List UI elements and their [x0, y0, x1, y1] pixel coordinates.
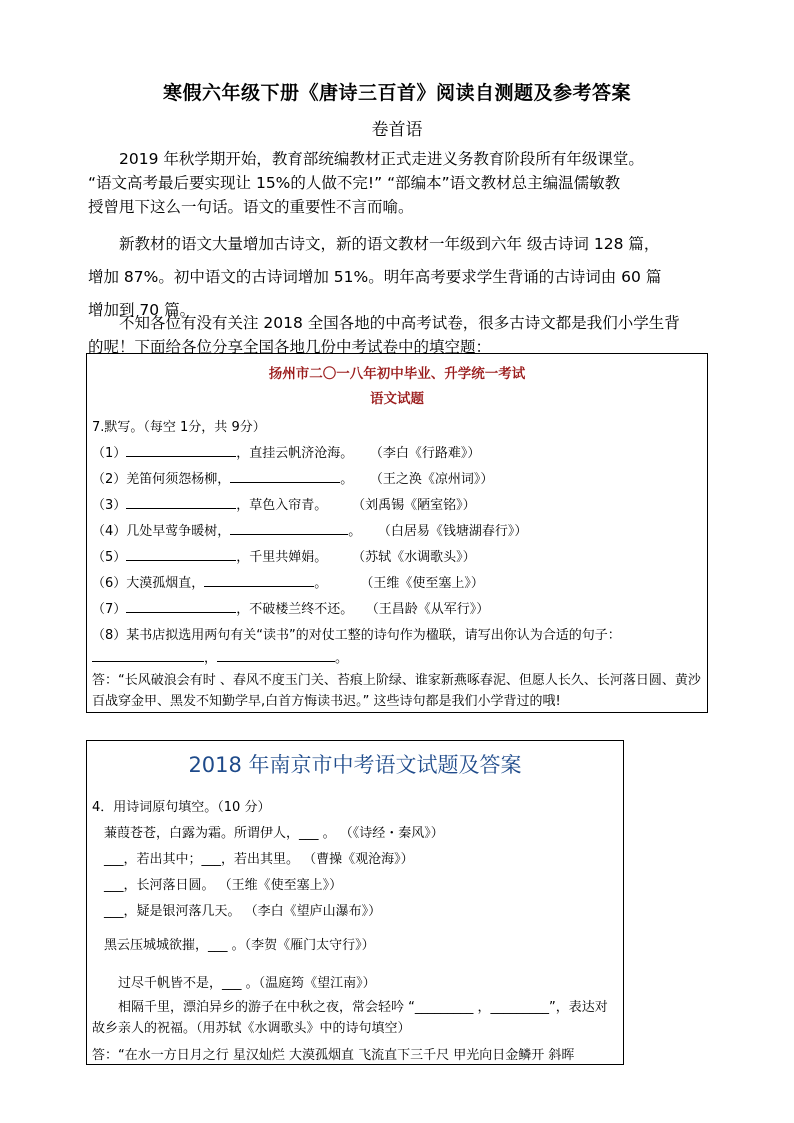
intro-line: 的呢！下面给各位分享全国各地几份中考试卷中的填空题： [88, 338, 492, 356]
intro-line: 增加到 70 篇。 [88, 301, 196, 319]
fill-line-7: 相隔千里，漂泊异乡的游子在中秋之夜，常会轻吟 “_________ ，_________”，表达对故乡亲人的祝福。（用苏轼《水调歌头》中的诗句填空） [92, 1000, 608, 1036]
document-subtitle: 卷首语 [371, 120, 423, 140]
item-number: （3） [92, 498, 127, 513]
fill-line-5: 黑云压城城欲摧，___ 。（李贺《雁门太守行》） [104, 938, 375, 953]
intro-paragraph-3 [88, 311, 708, 359]
separator: ， [204, 651, 218, 666]
item-source: （白居易《钱塘湖春行》） [377, 524, 528, 539]
answer-blank [217, 649, 335, 662]
item-number: （1） [92, 446, 127, 461]
answer-blank [126, 548, 236, 561]
nanjing-answer: 答：“在水一方日月之行 星汉灿烂 大漠孤烟直 飞流直下三千尺 甲光向日金鳞开 斜晖 [92, 1048, 575, 1063]
yangzhou-exam-heading: 扬州市二〇一八年初中毕业、升学统一考试 [268, 366, 526, 382]
yangzhou-answer: 答：“长风破浪会有时 、春风不度玉门关、苔痕上阶绿、谁家新燕啄春泥、但愿人长久、长河落日圆、黄沙百战穿金甲、黑发不知勤学早,白首方悔读书迟。” 这些诗句都是我们小学背过的哦! [92, 673, 701, 709]
item-text-after: ，不破楼兰终不还。 [236, 602, 354, 617]
intro-line: “语文高考最后要实现让 15%的人做不完!” “部编本”语文教材总主编温儒敏教 [88, 174, 621, 192]
question-4: 4．用诗词原句填空。（10 分） [92, 800, 271, 815]
intro-paragraph-1 [88, 147, 708, 219]
answer-blank [126, 444, 236, 457]
item-number: （5） [92, 550, 127, 565]
item-text-after: 。 [348, 524, 362, 539]
fill-item-7 [92, 598, 489, 617]
item-text-after: ，直挂云帆济沧海。 [236, 446, 354, 461]
intro-line: 授曾甩下这么一句话。语文的重要性不言而喻。 [88, 198, 414, 216]
item-source: （刘禹锡《陋室铭》） [352, 498, 476, 513]
intro-line: 新教材的语文大量增加古诗文，新的语文教材一年级到六年 级古诗词 128 篇， [119, 235, 660, 253]
fill-item-4 [92, 520, 527, 539]
item-source: （王维《使至塞上》） [360, 576, 484, 591]
intro-line: 增加 87%。初中语文的古诗词增加 51%。明年高考要求学生背诵的古诗词由 60 篇 [88, 268, 662, 286]
item-text-before: 几处早莺争暖树， [126, 524, 231, 539]
item-source: （李白《行路难》） [369, 446, 481, 461]
item-text-after: 。 [314, 576, 328, 591]
item-number: （7） [92, 602, 127, 617]
yangzhou-exam-box [86, 353, 708, 713]
yangzhou-exam-subheading: 语文试题 [370, 391, 424, 407]
fill-item-6 [92, 572, 484, 591]
intro-line: 2019 年秋学期开始，教育部统编教材正式走进义务教育阶段所有年级课堂。 [119, 150, 644, 168]
item-number: （4） [92, 524, 127, 539]
answer-blank [126, 496, 236, 509]
answer-blank [230, 470, 340, 483]
item-number: （6） [92, 576, 127, 591]
item-text-before: 羌笛何须怨杨柳， [126, 472, 231, 487]
fill-line-4: ___，疑是银河落几天。 （李白《望庐山瀑布》） [104, 904, 382, 919]
fill-item-8-blanks [92, 647, 348, 666]
period: 。 [335, 651, 349, 666]
item-source: （王之涣《凉州词》） [369, 472, 494, 487]
fill-item-2 [92, 468, 493, 487]
nanjing-exam-box [86, 740, 624, 1065]
fill-item-8: （8）某书店拟选用两句有关“读书”的对仗工整的诗句作为楹联，请写出你认为合适的句子： [92, 628, 621, 643]
item-text-after: 。 [340, 472, 354, 487]
document-title: 寒假六年级下册《唐诗三百首》阅读自测题及参考答案 [162, 82, 631, 104]
fill-line-3: ___，长河落日圆。 （王维《使至塞上》） [104, 878, 343, 893]
fill-item-1 [92, 442, 480, 461]
fill-item-5 [92, 546, 476, 565]
item-text-after: ，千里共婵娟。 [236, 550, 328, 565]
answer-blank [230, 522, 348, 535]
question-7: 7.默写。（每空 1分，共 9分） [92, 420, 266, 435]
item-source: （王昌龄《从军行》） [365, 602, 490, 617]
answer-blank [92, 649, 204, 662]
intro-line: 不知各位有没有关注 2018 全国各地的中高考试卷，很多古诗文都是我们小学生背 [119, 314, 680, 332]
fill-line-2: ___，若出其中；___，若出其里。 （曹操《观沧海》） [104, 852, 414, 867]
fill-line-1: 蒹葭苍苍，白露为霜。所谓伊人，___ 。 （《诗经・秦风》） [104, 826, 444, 841]
answer-blank [204, 574, 314, 587]
fill-item-3 [92, 494, 476, 513]
item-source: （苏轼《水调歌头》） [352, 550, 476, 565]
item-number: （2） [92, 472, 127, 487]
fill-line-6: 过尽千帆皆不是，___ 。（温庭筠《望江南》） [118, 976, 376, 991]
item-text-after: ，草色入帘青。 [236, 498, 328, 513]
item-text-before: 大漠孤烟直， [126, 576, 205, 591]
answer-blank [126, 600, 236, 613]
nanjing-exam-heading: 2018 年南京市中考语文试题及答案 [188, 753, 522, 777]
